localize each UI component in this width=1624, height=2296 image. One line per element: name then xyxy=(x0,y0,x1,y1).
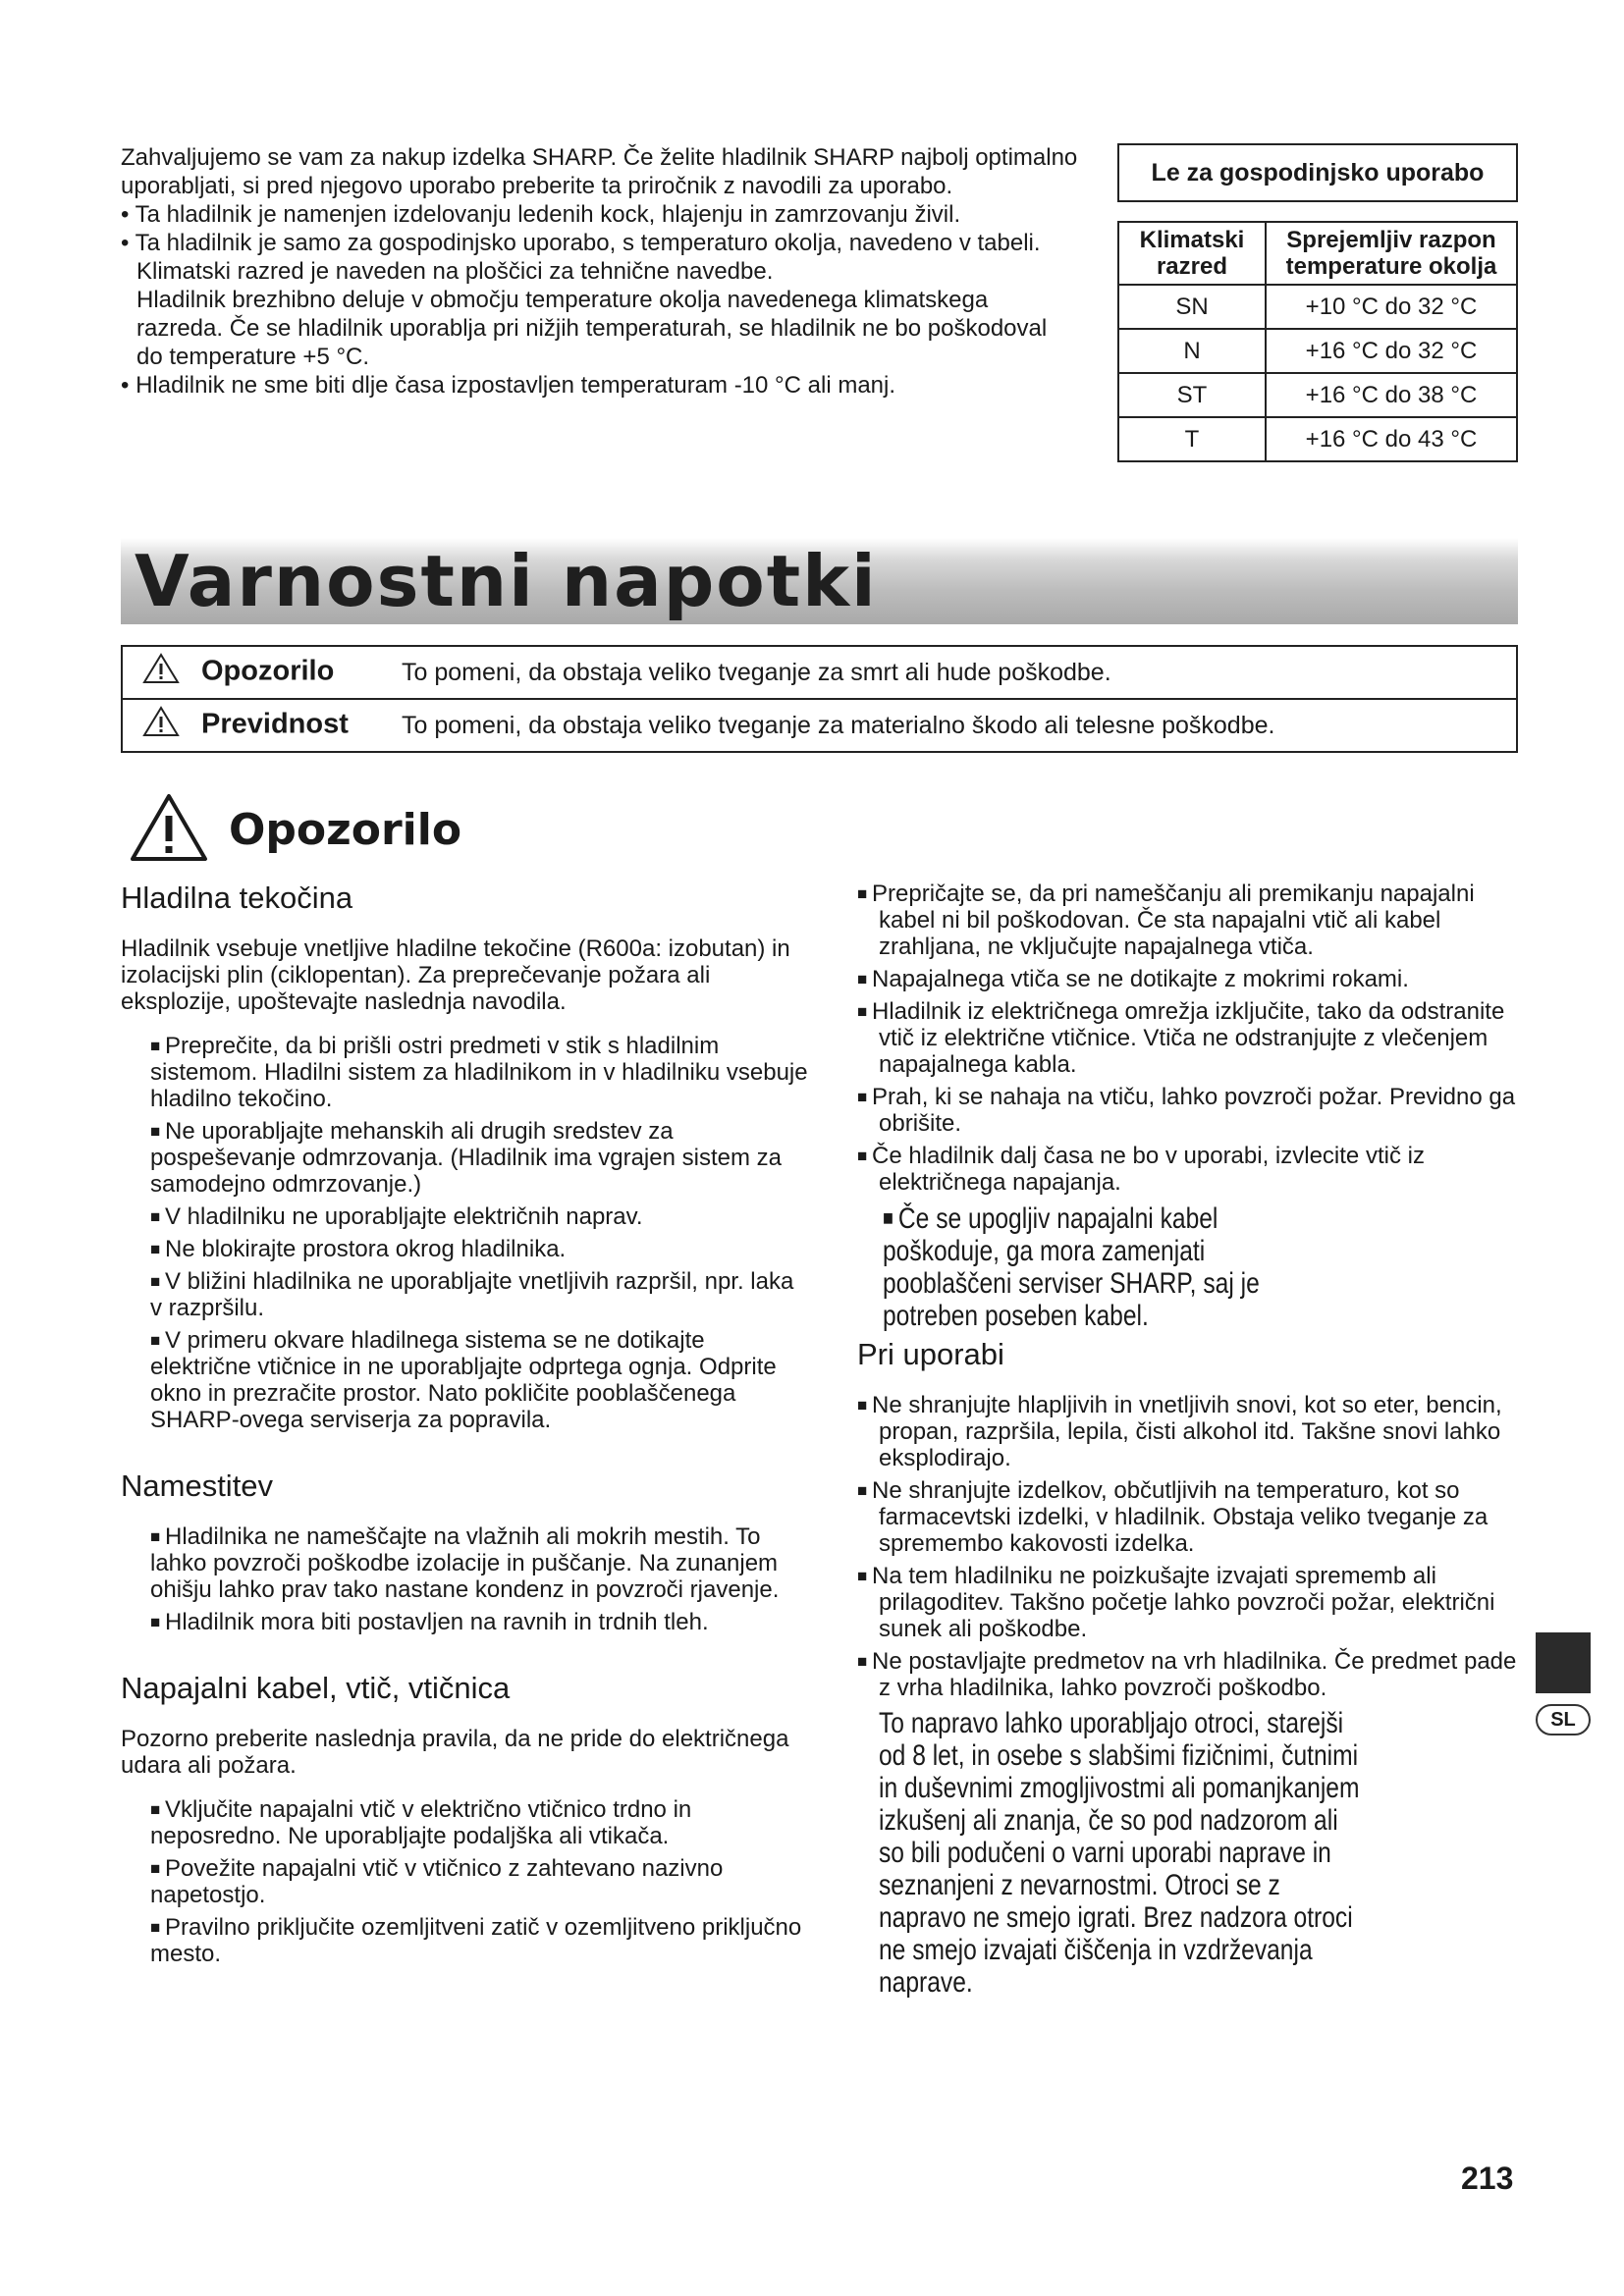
list-item: ■ Če hladilnik dalj časa ne bo v uporabi, izvlecite vtič iz električnega napajanja. xyxy=(857,1143,1520,1196)
children-note-wrap xyxy=(857,1707,1520,1999)
list-item: ■ Povežite napajalni vtič v vtičnico z zahtevano nazivno napetostjo. xyxy=(150,1855,808,1908)
list-item: ■ V hladilniku ne uporabljajte električnih naprav. xyxy=(150,1203,808,1230)
climate-class-table xyxy=(1117,221,1518,462)
warning-triangle-icon xyxy=(129,792,209,868)
section-heading-power: Napajalni kabel, vtič, vtičnica xyxy=(121,1671,511,1705)
list-item: ■ Hladilnik iz električnega omrežja izključite, tako da odstranite vtič iz električne vtičnice. Vtiča ne odstranjujte z vlečenjem napajalnega kabla. xyxy=(857,998,1520,1078)
table-cell-range: +10 °C do 32 °C xyxy=(1266,285,1517,329)
table-cell-range: +16 °C do 43 °C xyxy=(1266,417,1517,461)
legend-label xyxy=(122,646,402,699)
power-intro: Pozorno preberite naslednja pravila, da ne pride do električnega udara ali požara. xyxy=(121,1726,789,1779)
table-cell-class: SN xyxy=(1118,285,1266,329)
table-header-row xyxy=(1118,222,1517,285)
legend-caution-label: Previdnost xyxy=(201,708,349,740)
table-header: Sprejemljiv razpon temperature okolja xyxy=(1266,222,1517,285)
list-item: ■ V primeru okvare hladilnega sistema se ne dotikajte električne vtičnice in ne uporabljajte odprtega ognja. Odprite okno in prezračite prostor. Nato pokličite pooblaščenega SHARP-ovega serviserja za popravila. xyxy=(150,1327,808,1433)
list-item: ■ Preprečite, da bi prišli ostri predmeti v stik s hladilnim sistemom. Hladilni sistem za hladilnikom in v hladilniku vsebuje hladilno tekočino. xyxy=(150,1033,808,1112)
list-item: ■ Napajalnega vtiča se ne dotikajte z mokrimi rokami. xyxy=(857,966,1520,992)
left-column xyxy=(121,881,808,1973)
legend-row xyxy=(122,646,1517,699)
cable-note: ■ Če se upogljiv napajalni kabel poškoduje, ga mora zamenjati pooblaščeni serviser SHARP, saj je potreben poseben kabel. xyxy=(883,1202,1260,1332)
legend-warning-label: Opozorilo xyxy=(201,655,335,687)
intro-bullet: • Hladilnik ne sme biti dlje časa izpostavljen temperaturam -10 °C ali manj. xyxy=(121,371,1078,400)
table-row xyxy=(1118,417,1517,461)
table-row xyxy=(1118,285,1517,329)
legend-row xyxy=(122,699,1517,752)
refrigerant-intro: Hladilnik vsebuje vnetljive hladilne tekočine (R600a: izobutan) in izolacijski plin (ciklopentan). Za preprečevanje požara ali eksplozije, upoštevajte naslednja navodila. xyxy=(121,935,790,1015)
children-note: To napravo lahko uporabljajo otroci, starejši od 8 let, in osebe s slabšimi fizičnimi, čutnimi in duševnimi zmogljivostmi ali pomanjkanjem izkušenj ali znanja, če so pod nadzorom ali so bili podučeni o varni uporabi naprave in seznanjeni z nevarnostmi. Otroci se z napravo ne smejo igrati. Brez nadzora otroci ne smejo izvajati čiščenja in vzdrževanja naprave. xyxy=(879,1707,1360,1999)
legend-caution-desc: To pomeni, da obstaja veliko tveganje za materialno škodo ali telesne poškodbe. xyxy=(402,699,1517,752)
installation-list xyxy=(121,1523,808,1635)
section-heading-in-use: Pri uporabi xyxy=(857,1337,1004,1371)
intro-text xyxy=(121,143,1078,400)
section-tab-marker xyxy=(1536,1632,1591,1693)
refrigerant-list xyxy=(121,1033,808,1433)
table-cell-range: +16 °C do 32 °C xyxy=(1266,329,1517,373)
list-item: ■ Hladilnik mora biti postavljen na ravnih in trdnih tleh. xyxy=(150,1609,808,1635)
section-heading-installation: Namestitev xyxy=(121,1468,274,1503)
list-item: ■ Vključite napajalni vtič v električno vtičnico trdno in neposredno. Ne uporabljajte podaljška ali vtikača. xyxy=(150,1796,808,1849)
legend-warning-desc: To pomeni, da obstaja veliko tveganje za smrt ali hude poškodbe. xyxy=(402,646,1517,699)
list-item: ■ Prepričajte se, da pri nameščanju ali premikanju napajalni kabel ni bil poškodovan. Če sta napajalni vtič ali kabel zrahljana, ne vključujte napajalnega vtiča. xyxy=(857,881,1520,960)
table-cell-class: ST xyxy=(1118,373,1266,417)
legend-label xyxy=(122,699,402,752)
language-badge: SL xyxy=(1536,1704,1591,1735)
warning-heading-text: Opozorilo xyxy=(229,804,462,855)
list-item: ■ Ne shranjujte izdelkov, občutljivih na temperaturo, kot so farmacevtski izdelki, v hladilnik. Obstaja veliko tveganje za spremembo kakovosti izdelka. xyxy=(857,1477,1520,1557)
right-column xyxy=(857,881,1520,1999)
list-item: ■ Prah, ki se nahaja na vtiču, lahko povzroči požar. Previdno ga obrišite. xyxy=(857,1084,1520,1137)
list-item: ■ Ne blokirajte prostora okrog hladilnika. xyxy=(150,1236,808,1262)
list-item: ■ Na tem hladilniku ne poizkušajte izvajati sprememb ali prilagoditev. Takšno početje lahko povzroči požar, električni sunek ali poškodbe. xyxy=(857,1563,1520,1642)
intro-bullet: • Ta hladilnik je namenjen izdelovanju ledenih kock, hlajenju in zamrzovanju živil. xyxy=(121,200,1078,229)
intro-bullet: • Ta hladilnik je samo za gospodinjsko uporabo, s temperaturo okolja, navedeno v tabeli. Klimatski razred je naveden na ploščici za tehnične navedbe. xyxy=(121,229,1078,286)
table-cell-range: +16 °C do 38 °C xyxy=(1266,373,1517,417)
page-number: 213 xyxy=(1461,2161,1514,2196)
intro-bullet-continuation: Hladilnik brezhibno deluje v območju temperature okolja navedenega klimatskega razreda. Če se hladilnik uporablja pri nižjih temperaturah, se hladilnik ne bo poškodoval do temperature +5 °C. xyxy=(136,287,1048,370)
table-header: Klimatski razred xyxy=(1118,222,1266,285)
domestic-use-box: Le za gospodinjsko uporabo xyxy=(1117,143,1518,202)
caution-triangle-icon xyxy=(142,706,180,745)
table-cell-class: N xyxy=(1118,329,1266,373)
list-item: ■ Ne uporabljajte mehanskih ali drugih sredstev za pospeševanje odmrzovanja. (Hladilnik ima vgrajen sistem za samodejno odmrzovanje.) xyxy=(150,1118,808,1198)
list-item: ■ Pravilno priključite ozemljitveni zatič v ozemljitveno priključno mesto. xyxy=(150,1914,808,1967)
hazard-legend xyxy=(121,645,1518,753)
list-item: ■ V bližini hladilnika ne uporabljajte vnetljivih razpršil, npr. laka v razpršilu. xyxy=(150,1268,808,1321)
list-item: ■ Hladilnika ne nameščajte na vlažnih ali mokrih mestih. To lahko povzroči poškodbe izolacije in puščanje. Na zunanjem ohišju lahko prav tako nastane kondenz in povzroči rjavenje. xyxy=(150,1523,808,1603)
warning-heading xyxy=(129,785,461,874)
power-list xyxy=(121,1796,808,1967)
section-heading-refrigerant: Hladilna tekočina xyxy=(121,881,353,915)
list-item: ■ Ne shranjujte hlapljivih in vnetljivih snovi, kot so eter, bencin, propan, razpršila, lepila, čisti alkohol itd. Takšne snovi lahko eksplodirajo. xyxy=(857,1392,1520,1471)
table-row xyxy=(1118,329,1517,373)
cable-note-wrap xyxy=(857,1201,1520,1332)
table-row xyxy=(1118,373,1517,417)
list-item: ■ Ne postavljajte predmetov na vrh hladilnika. Če predmet pade z vrha hladilnika, lahko povzroči poškodbo. xyxy=(857,1648,1520,1701)
warning-triangle-icon xyxy=(142,653,180,692)
table-cell-class: T xyxy=(1118,417,1266,461)
cable-note-text: Če se upogljiv napajalni kabel poškoduje, ga mora zamenjati pooblaščeni serviser SHARP, saj je potreben poseben kabel. xyxy=(883,1202,1260,1332)
page-title: Varnostni napotki xyxy=(135,540,878,622)
intro-paragraph: Zahvaljujemo se vam za nakup izdelka SHARP. Če želite hladilnik SHARP najbolj optimalno uporabljati, si pred njegovo uporabo preberite ta priročnik z navodili za uporabo. xyxy=(121,144,1078,199)
